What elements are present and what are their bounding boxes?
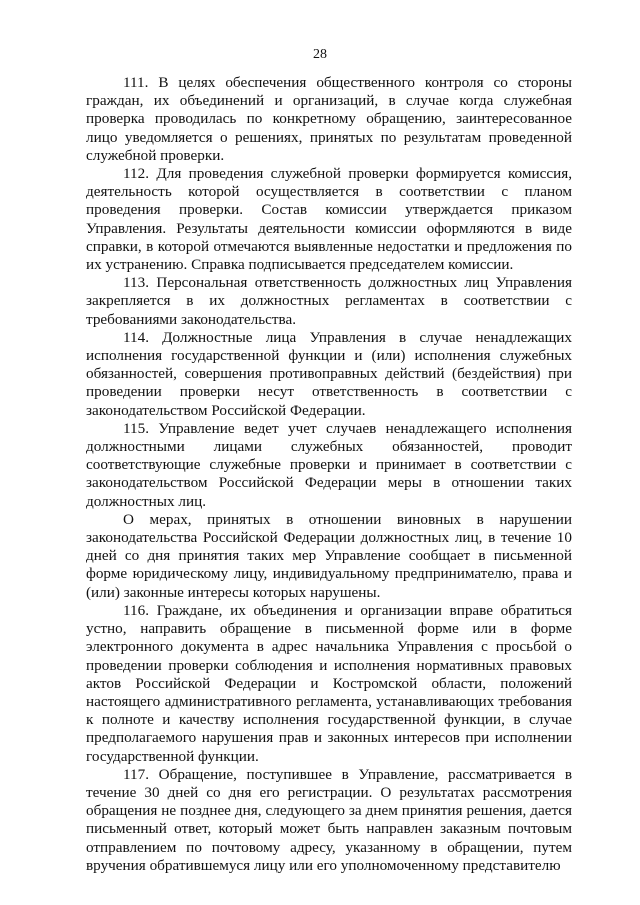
page-number: 28 bbox=[313, 47, 327, 62]
paragraph-113: 113. Персональная ответственность должностных лиц Управления закрепляется в их должностных регламентах в соответствии с требованиями законодательства. bbox=[86, 274, 572, 328]
paragraph-114: 114. Должностные лица Управления в случае ненадлежащих исполнения государственной функции и (или) исполнения служебных обязанностей, совершения противоправных действий (бездействия) при проведении проверки несут ответственность в соответствии с законодательством Российской Федерации. bbox=[86, 328, 572, 419]
paragraph-117: 117. Обращение, поступившее в Управление, рассматривается в течение 30 дней со дня его регистрации. О результатах рассмотрения обращения не позднее дня, следующего за днем принятия решения, дается письменный ответ, который может быть направлен заказным почтовым отправлением по почтовому адресу, указанному в обращении, путем вручения обратившемуся лицу или его уполномоченному представителю bbox=[86, 765, 572, 874]
paragraph-115-continuation: О мерах, принятых в отношении виновных в нарушении законодательства Российской Федерации должностных лиц, в течение 10 дней со дня принятия таких мер Управление сообщает в письменной форме юридическому лицу, индивидуальному предпринимателю, права и (или) законные интересы которых нарушены. bbox=[86, 510, 572, 601]
paragraph-116: 116. Граждане, их объединения и организации вправе обратиться устно, направить обращение в письменной форме или в форме электронного документа в адрес начальника Управления с просьбой о проведении проверки соблюдения и исполнения нормативных правовых актов Российской Федерации и Костромской области, положений настоящего административного регламента, устанавливающих требования к полноте и качеству исполнения государственной функции, в случае предполагаемого нарушения прав и законных интересов при исполнении государственной функции. bbox=[86, 601, 572, 765]
paragraph-112: 112. Для проведения служебной проверки формируется комиссия, деятельность которой осуществляется в соответствии с планом проведения проверки. Состав комиссии утверждается приказом Управления. Результаты деятельности комиссии оформляются в виде справки, в которой отмечаются выявленные недостатки и предложения по их устранению. Справка подписывается председателем комиссии. bbox=[86, 165, 572, 274]
paragraph-111: 111. В целях обеспечения общественного контроля со стороны граждан, их объединений и организаций, в случае когда служебная проверка проводилась по конкретному обращению, заинтересованное лицо уведомляется о решениях, принятых по результатам проведенной служебной проверки. bbox=[86, 74, 572, 164]
document-body bbox=[86, 74, 572, 875]
paragraph-115: 115. Управление ведет учет случаев ненадлежащего исполнения должностными лицами служебных обязанностей, проводит соответствующие служебные проверки и принимает в соответствии с законодательством Российской Федерации меры в отношении таких должностных лиц. bbox=[86, 419, 572, 510]
